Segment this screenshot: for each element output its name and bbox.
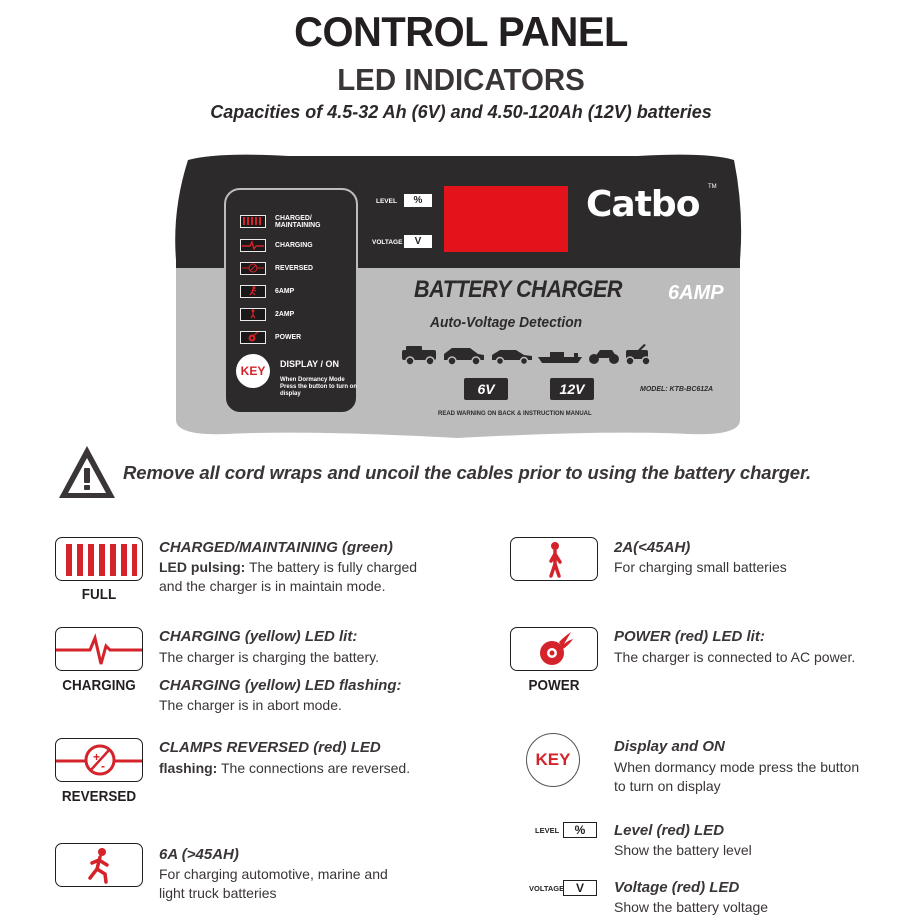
brand-trademark: TM (708, 184, 717, 190)
key-row-reversed (240, 261, 316, 275)
svg-text:+: + (93, 750, 101, 764)
reversed-heading: CLAMPS REVERSED (red) LED (159, 739, 381, 756)
two-amp-indicator-icon (510, 537, 598, 581)
charging-caption: CHARGING (62, 677, 136, 694)
key-desc-line2: to turn on display (614, 778, 721, 794)
full-bars-icon (240, 215, 266, 228)
model-number: MODEL: KTB-BC612A (640, 386, 714, 393)
warning-icon (57, 444, 117, 500)
six-amp-heading: 6A (>45AH) (159, 846, 239, 863)
level-heading: Level (red) LED (614, 822, 725, 839)
charging-desc-lit: The charger is charging the battery. (159, 649, 379, 665)
reversed-desc: flashing: The connections are reversed. (159, 760, 411, 776)
key-row-6amp (240, 284, 296, 298)
power-desc: The charger is connected to AC power. (614, 649, 856, 665)
reversed-caption: REVERSED (61, 788, 137, 805)
charging-desc-flashing: The charger is in abort mode. (159, 697, 342, 713)
badge-6v: 6V (464, 378, 508, 400)
reversed-indicator-icon (55, 738, 143, 782)
key-label-charged: CHARGED/ MAINTAINING (275, 212, 321, 229)
full-indicator-icon (55, 537, 143, 581)
key-button[interactable]: KEY (526, 733, 580, 787)
key-row-charged (240, 214, 333, 228)
truck-icon (402, 346, 436, 365)
panel-display-on-label: DISPLAY / ON (280, 359, 340, 369)
power-indicator-icon (510, 627, 598, 671)
key-label-power: POWER (275, 332, 302, 342)
product-amp: 6AMP (668, 282, 724, 304)
led-display-screen (444, 186, 568, 252)
pulse-icon (240, 239, 266, 252)
product-name: BATTERY CHARGER (414, 276, 623, 303)
two-amp-desc: For charging small batteries (614, 559, 787, 575)
full-desc-line2: and the charger is in maintain mode. (159, 578, 386, 594)
walker-icon (240, 308, 266, 321)
warning-text: Remove all cord wraps and uncoil the cables prior to using the battery charger. (123, 462, 812, 483)
panel-level-box: % (404, 194, 432, 207)
lawn-mower-icon (626, 344, 650, 365)
brand-logo: Catbo (586, 184, 700, 225)
six-amp-desc-line1: For charging automotive, marine and (159, 866, 388, 882)
key-label-2amp: 2AMP (275, 309, 295, 319)
voltage-box: V (563, 880, 597, 896)
led-key-panel (224, 188, 358, 414)
motorcycle-icon (589, 350, 619, 364)
key-heading: Display and ON (614, 738, 725, 755)
panel-level-label: LEVEL (376, 198, 397, 205)
key-row-2amp (240, 307, 296, 321)
two-amp-heading: 2A(<45AH) (614, 539, 691, 556)
full-desc-line1: LED pulsing: The battery is fully charged (159, 559, 418, 575)
voltage-label: VOLTAGE (529, 884, 565, 893)
runner-icon (240, 285, 266, 298)
charger-panel (168, 150, 748, 445)
voltage-desc: Show the battery voltage (614, 899, 769, 915)
level-desc: Show the battery level (614, 842, 752, 858)
six-amp-desc-line2: light truck batteries (159, 885, 277, 901)
key-label-charging: CHARGING (275, 240, 313, 250)
key-row-charging (240, 238, 316, 252)
full-caption: FULL (81, 586, 117, 603)
key-label-reversed: REVERSED (275, 263, 313, 273)
suv-icon (444, 348, 484, 365)
charging-heading-lit: CHARGING (yellow) LED lit: (159, 628, 358, 645)
voltage-heading: Voltage (red) LED (614, 879, 740, 896)
full-heading: CHARGED/MAINTAINING (green) (159, 539, 393, 556)
six-amp-indicator-icon (55, 843, 143, 887)
panel-voltage-box: V (404, 235, 432, 248)
level-label: LEVEL (535, 826, 560, 835)
capacities-text: Capacities of 4.5-32 Ah (6V) and 4.50-120Ah (12V) batteries (210, 102, 712, 122)
panel-voltage-label: VOLTAGE (372, 239, 403, 246)
boat-icon (538, 352, 582, 363)
charging-heading-flashing: CHARGING (yellow) LED flashing: (159, 677, 402, 694)
svg-text:-: - (101, 759, 105, 773)
power-caption: POWER (528, 677, 580, 694)
level-box: % (563, 822, 597, 838)
panel-key-button[interactable]: KEY (236, 354, 270, 388)
key-label-6amp: 6AMP (275, 286, 295, 296)
badge-12v: 12V (550, 378, 594, 400)
car-icon (492, 350, 532, 365)
panel-warning-line: READ WARNING ON BACK & INSTRUCTION MANUAL (438, 411, 592, 417)
page-subtitle: LED INDICATORS (337, 62, 585, 97)
key-desc-line1: When dormancy mode press the button (614, 759, 860, 775)
page-title: CONTROL PANEL (294, 8, 628, 55)
panel-display-note: When Dormancy Mode Press the button to turn on display (280, 377, 357, 397)
power-heading: POWER (red) LED lit: (614, 628, 765, 645)
feature-label: Auto-Voltage Detection (430, 314, 583, 331)
vehicle-icons (400, 344, 660, 368)
charging-indicator-icon (55, 627, 143, 671)
reversed-icon (240, 262, 266, 275)
power-icon (240, 331, 266, 344)
key-row-power (240, 330, 303, 344)
